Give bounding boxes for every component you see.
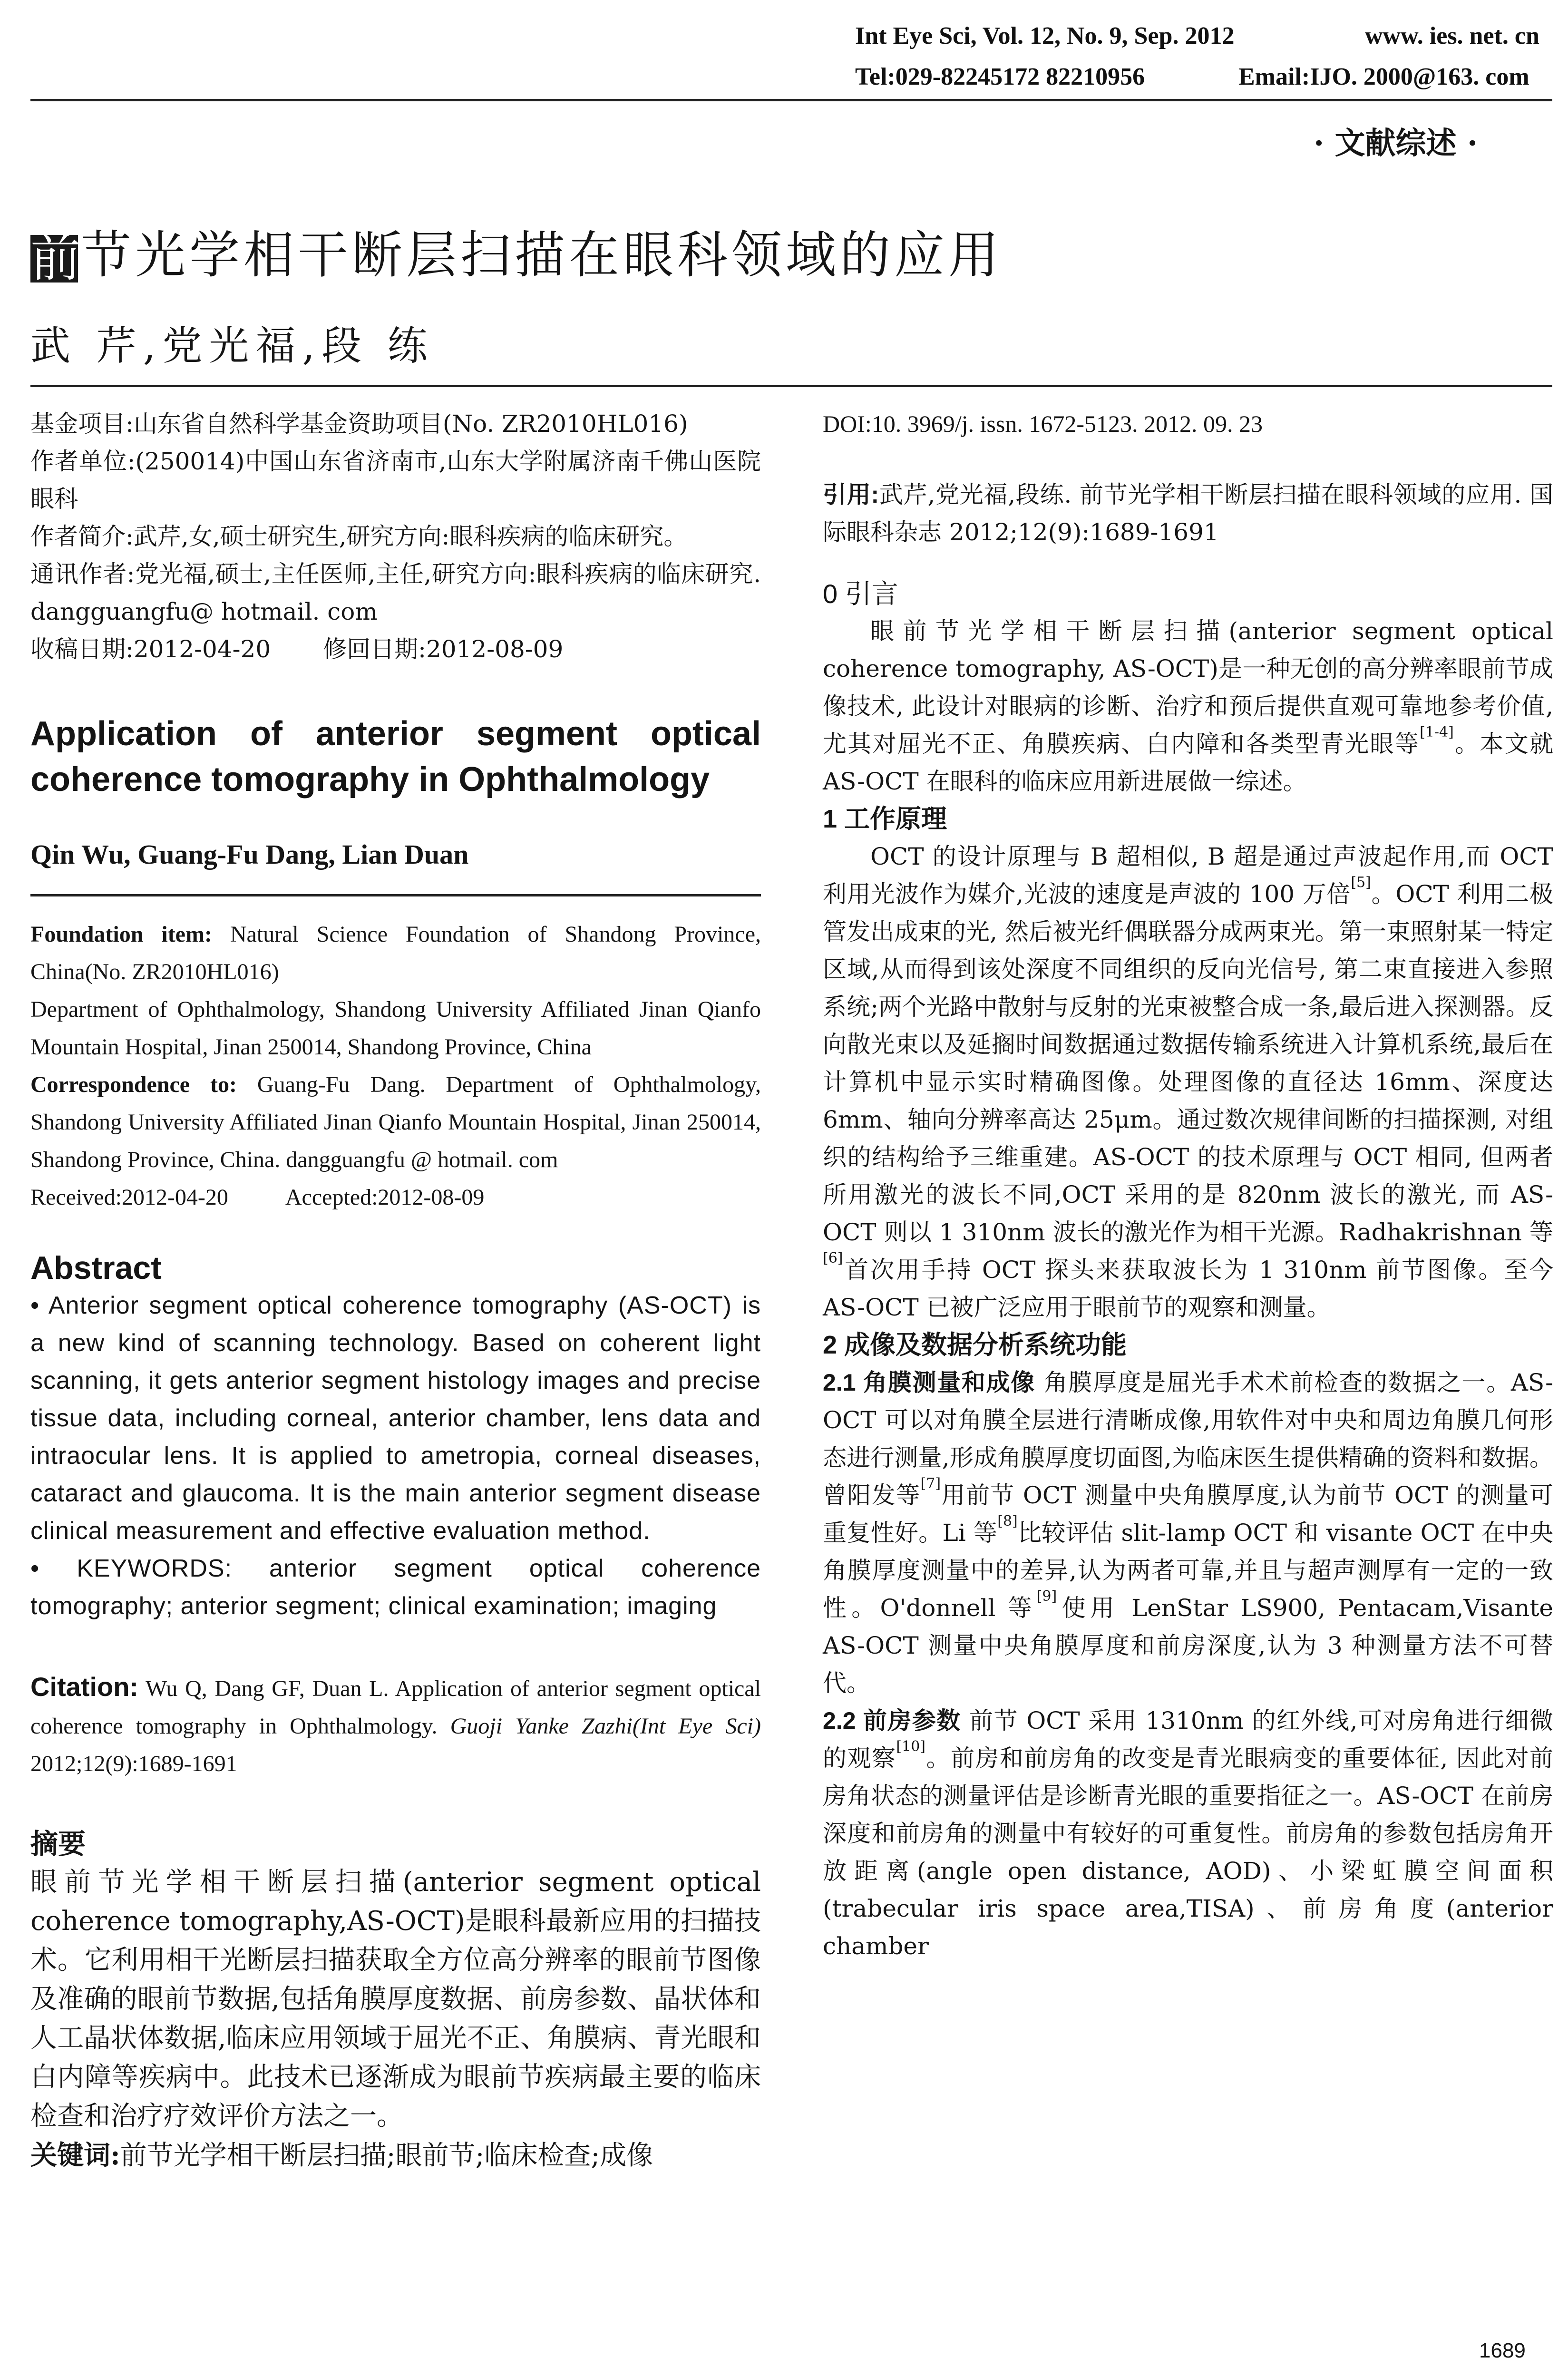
- section-2-2: 2.2 前房参数 前节 OCT 采用 1310nm 的红外线,可对房角进行细微的观察[10]。前房和前房角的改变是青光眼病变的重要体征, 因此对前房角状态的测量评估是诊断青光眼的重要指征之一。AS-OCT 在前房深度和前房角的测量中有较好的可重复性。前房角的参数包括房角开放距离(angle open distance, AOD)、小梁虹膜空间面积(trabecular iris space area,TISA)、前房角度(anterior chamber: [823, 1707, 1554, 1960]
- page-title: [30, 215, 1003, 287]
- author-bio: 作者简介:武芹,女,硕士研究生,研究方向:眼科疾病的临床研究。: [30, 523, 688, 550]
- abstract-text: • Anterior segment optical coherence tomography (AS-OCT) is a new kind of scanning technology. Based on coherent light scanning, it gets anterior segment histology images and precise tissue data, including corneal, anterior chamber, lens data and intraocular lens. It is applied to ametropia, corneal diseases, cataract and glaucoma. It is the main anterior segment disease clinical measurement and effective evaluation method.: [30, 1292, 761, 1545]
- citation: Citation: Wu Q, Dang GF, Duan L. Application of anterior segment optical coherence tomography in Ophthalmology. Guoji Yanke Zazhi(Int Eye Sci) 2012;12(9):1689-1691: [30, 1672, 761, 1776]
- dates-cn: 收稿日期:2012-04-20 修回日期:2012-08-09: [30, 635, 564, 663]
- title-rule: [30, 385, 1552, 387]
- section-2-heading: 2 成像及数据分析系统功能: [823, 1331, 1127, 1359]
- dates-en: Received:2012-04-20 Accepted:2012-08-09: [30, 1185, 485, 1210]
- section-1-text: OCT 的设计原理与 B 超相似, B 超是通过声波起作用,而 OCT 利用光波作为媒介,光波的速度是声波的 100 万倍[5]。OCT 利用二极管发出成束的光, 然后被光纤偶联器分成两束光。第一束照射某一特定区域,从而得到该处深度不同组织的反向光信号, 第二束直接进入参照系统;两个光路中散射与反射的光束被整合成一条,最后进入探测器。反向散光束以及延搁时间数据通过数据传输系统进入计算机系统,最后在计算机中显示实时精确图像。处理图像的直径达 16mm、深度达 6mm、轴向分辨率高达 25μm。通过数次规律间断的扫描探测, 对组织的结构给予三维重建。AS-OCT 的技术原理与 OCT 相同, 但两者所用激光的波长不同,OCT 采用的是 820nm 波长的激光, 而 AS-OCT 则以 1 310nm 波长的激光作为相干光源。Radhakrishnan 等[6]首次用手持 OCT 探头来获取波长为 1 310nm 前节图像。至今 AS-OCT 已被广泛应用于眼前节的观察和测量。: [823, 843, 1553, 1321]
- journal-website: www. ies. net. cn: [1365, 22, 1539, 49]
- correspondence: Correspondence to: Guang-Fu Dang. Department of Ophthalmology, Shandong University Affiliated Jinan Qianfo Mountain Hospital, Jinan 250014, Shandong Province, China. dangguangfu @ hotmail. com: [30, 1072, 761, 1172]
- section-1-heading: 1 工作原理: [823, 805, 947, 833]
- citation-cn: 引用:武芹,党光福,段练. 前节光学相干断层扫描在眼科领域的应用. 国际眼科杂志 2012;12(9):1689-1691: [823, 481, 1553, 546]
- section-0-text: 眼前节光学相干断层扫描(anterior segment optical coherence tomography, AS-OCT)是一种无创的高分辨率眼前节成像技术, 此设计对眼病的诊断、治疗和预后提供直观可靠地参考价值,尤其对屈光不正、角膜疾病、白内障和各类型青光眼等[1-4]。本文就 AS-OCT 在眼科的临床应用新进展做一综述。: [823, 617, 1554, 795]
- keywords: • KEYWORDS: anterior segment optical coherence tomography; anterior segment; clinical examination; imaging: [30, 1555, 761, 1620]
- authors-rule: [30, 873, 761, 896]
- title-rest: 节光学相干断层扫描在眼科领域的应用: [81, 226, 1003, 284]
- department: Department of Ophthalmology, Shandong University Affiliated Jinan Qianfo Mountain Hospital, Jinan 250014, Shandong Province, China: [30, 997, 761, 1060]
- page-number: 1689: [1479, 2339, 1526, 2362]
- doi: DOI:10. 3969/j. issn. 1672-5123. 2012. 09. 23: [823, 410, 1263, 437]
- fund-info: 基金项目:山东省自然科学基金资助项目(No. ZR2010HL016): [30, 410, 688, 438]
- header-rule: [30, 99, 1552, 101]
- authors-cn: 武 芹,党光福,段 练: [30, 322, 434, 369]
- english-authors: Qin Wu, Guang-Fu Dang, Lian Duan: [30, 839, 469, 870]
- title-first-char: 前: [30, 229, 85, 288]
- author-unit: 作者单位:(250014)中国山东省济南市,山东大学附属济南千佛山医院眼科: [30, 448, 761, 513]
- journal-email: Email:IJO. 2000@163. com: [1238, 63, 1529, 90]
- abstract-heading: Abstract: [30, 1250, 162, 1286]
- section-2-1: 2.1 角膜测量和成像 角膜厚度是屈光手术术前检查的数据之一。AS-OCT 可以对角膜全层进行清晰成像,用软件对中央和周边角膜几何形态进行测量,形成角膜厚度切面图,为临床医生提供精确的资料和数据。曾阳发等[7]用前节 OCT 测量中央角膜厚度,认为前节 OCT 的测量可重复性好。Li 等[8]比较评估 slit-lamp OCT 和 visante OCT 在中央角膜厚度测量中的差异,认为两者可靠,并且与超声测厚有一定的一致性。O'donnell 等[9]使用 LenStar LS900, Pentacam,Visante AS-OCT 测量中央角膜厚度和前房深度,认为 3 种测量方法不可替代。: [823, 1369, 1554, 1697]
- section-label: · 文献综述 ·: [1314, 126, 1478, 161]
- right-column: [823, 405, 1553, 1965]
- journal-info: Int Eye Sci, Vol. 12, No. 9, Sep. 2012: [855, 22, 1235, 49]
- cn-abstract-text: 眼前节光学相干断层扫描(anterior segment optical coherence tomography,AS-OCT)是眼科最新应用的扫描技术。它利用相干光断层扫描获取全方位高分辨率的眼前节图像及准确的眼前节数据,包括角膜厚度数据、前房参数、晶状体和人工晶状体数据,临床应用领域于屈光不正、角膜病、青光眼和白内障等疾病中。此技术已逐渐成为眼前节疾病最主要的临床检查和治疗疗效评价方法之一。: [30, 1867, 761, 2132]
- cn-keywords: 关键词:前节光学相干断层扫描;眼前节;临床检查;成像: [30, 2140, 653, 2171]
- cn-abstract-heading: 摘要: [30, 1829, 86, 1860]
- english-title: Application of anterior segment optical coherence tomography in Ophthalmology: [30, 715, 761, 799]
- journal-tel: Tel:029-82245172 82210956: [855, 63, 1145, 90]
- foundation-item: Foundation item: Natural Science Foundation of Shandong Province, China(No. ZR2010HL016): [30, 922, 761, 984]
- corresponding-author: 通讯作者:党光福,硕士,主任医师,主任,研究方向:眼科疾病的临床研究. dangguangfu@ hotmail. com: [30, 560, 761, 625]
- section-0-heading: 0 引言: [823, 579, 898, 609]
- left-column: [30, 405, 761, 2175]
